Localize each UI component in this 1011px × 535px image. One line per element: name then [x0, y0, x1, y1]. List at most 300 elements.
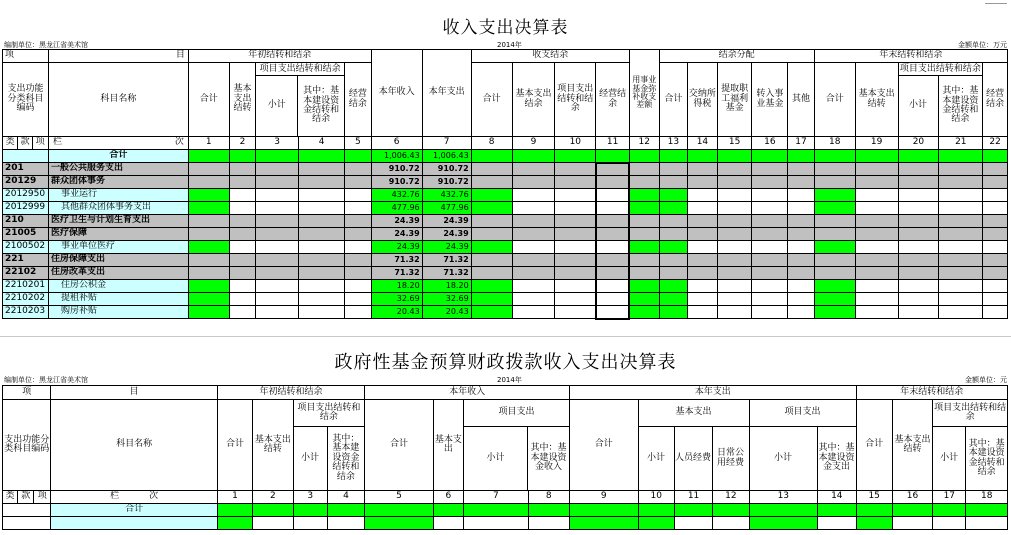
colno: 19: [855, 137, 898, 150]
row-expense: 71.32: [422, 254, 471, 267]
header-b-proj: 项目支出结转和结余: [555, 63, 596, 137]
row-income: 20.43: [371, 306, 422, 319]
header-c-biz: 经营结余: [983, 63, 1008, 137]
row-code: 221: [3, 254, 49, 267]
table-cell: [855, 215, 898, 228]
table-cell: [752, 189, 788, 202]
table-cell: [217, 504, 252, 517]
table-cell: [471, 228, 512, 241]
table-cell: [629, 189, 659, 202]
t2-o-total: 合计: [217, 400, 252, 491]
table-cell: [788, 189, 815, 202]
table-cell: [229, 306, 256, 319]
table-cell: [752, 267, 788, 280]
table-cell: [629, 306, 659, 319]
row-expense: 20.43: [422, 306, 471, 319]
table-cell: [788, 176, 815, 189]
table-cell: [688, 293, 718, 306]
table-cell: [555, 228, 596, 241]
table-cell: [939, 202, 983, 215]
t2-e-staff: 人员经费: [675, 427, 713, 490]
row-name: 合计: [48, 150, 188, 163]
table-cell: [555, 163, 596, 176]
table-cell: [659, 267, 688, 280]
table-cell: [814, 293, 855, 306]
row-name: 提租补贴: [48, 293, 188, 306]
table-cell: [229, 293, 256, 306]
row-code: 20129: [3, 176, 49, 189]
table-cell: [345, 293, 372, 306]
table-cell: [688, 306, 718, 319]
table-cell: [939, 228, 983, 241]
table-cell: [629, 215, 659, 228]
table-cell: [471, 280, 512, 293]
table-cell: [471, 306, 512, 319]
table-cell: [229, 163, 256, 176]
table-cell: [471, 202, 512, 215]
colno: 17: [788, 137, 815, 150]
table-cell: [596, 306, 630, 319]
table-cell: [814, 267, 855, 280]
table-cell: [674, 504, 712, 517]
table-cell: [898, 150, 939, 163]
table-cell: [569, 504, 638, 517]
table-cell: [293, 504, 327, 517]
table-cell: [659, 293, 688, 306]
sheet1-unit-left: 编制单位：黑龙江省美术馆: [4, 41, 88, 49]
t2-header-kuan: 款: [18, 491, 34, 504]
table-cell: [464, 517, 529, 530]
table-cell: [512, 267, 555, 280]
fund-budget-table: [2, 385, 1008, 530]
t2-o-proj-group: [293, 400, 365, 491]
table-cell: [788, 150, 815, 163]
table-cell: [299, 241, 345, 254]
table-cell: [345, 254, 372, 267]
table-cell: [688, 280, 718, 293]
table-cell: [752, 176, 788, 189]
colno: 21: [939, 137, 983, 150]
t2-header-xiang: 项: [3, 386, 51, 400]
colno: 9: [512, 137, 555, 150]
table-cell: [717, 254, 752, 267]
table-cell: [464, 504, 529, 517]
table-cell: [471, 293, 512, 306]
table-cell: [939, 254, 983, 267]
table-cell: [688, 176, 718, 189]
table-cell: [983, 176, 1008, 189]
table-cell: [717, 202, 752, 215]
row-expense: 910.72: [422, 163, 471, 176]
table-cell: [596, 215, 630, 228]
colno: 8: [528, 491, 569, 504]
colno: 16: [752, 137, 788, 150]
colno: 7: [464, 491, 529, 504]
table-cell: [229, 176, 256, 189]
colno: 3: [256, 137, 299, 150]
table-cell: [788, 306, 815, 319]
header-d-transfer: 转入事业基金: [752, 63, 788, 137]
table-cell: [345, 241, 372, 254]
top-right-marker: [985, 0, 1007, 4]
table-cell: [433, 504, 463, 517]
table-cell: [752, 163, 788, 176]
table-cell: [855, 267, 898, 280]
header-fund-deficit: 用事业基金弥补收支差额: [629, 50, 659, 137]
t2-header-opening: 年初结转和结余: [217, 386, 364, 400]
colno: 18: [966, 491, 1008, 504]
table-cell: [688, 163, 718, 176]
table-cell: [256, 280, 299, 293]
row-income: 910.72: [371, 176, 422, 189]
table-cell: [814, 176, 855, 189]
table-cell: [555, 189, 596, 202]
row-name: 事业运行: [48, 189, 188, 202]
table-cell: [471, 215, 512, 228]
header-c-proj: 项目支出结转和结余: [899, 64, 981, 74]
table-cell: [512, 176, 555, 189]
table-cell: [659, 150, 688, 163]
table-cell: [939, 267, 983, 280]
table-cell: [933, 517, 966, 530]
table-cell: [717, 241, 752, 254]
table-cell: [688, 150, 718, 163]
row-expense: 910.72: [422, 176, 471, 189]
header-lan: 栏: [52, 137, 62, 148]
table-row: [3, 189, 1008, 202]
table-cell: [299, 202, 345, 215]
table-cell: [256, 189, 299, 202]
table-cell: [555, 280, 596, 293]
table-cell: [752, 254, 788, 267]
t2-e-basic: 基本支出: [639, 400, 749, 427]
table-cell: [596, 202, 630, 215]
t2-c-basic: 基本支出结转: [892, 400, 932, 491]
table-cell: [659, 280, 688, 293]
t2-o-proj: 项目支出结转和结余: [294, 400, 365, 427]
colno: 6: [371, 137, 422, 150]
table-cell: [717, 306, 752, 319]
table-cell: [674, 517, 712, 530]
table-cell: [752, 241, 788, 254]
header-d-welfare: 提取职工福利基金: [717, 63, 752, 137]
table-cell: [898, 280, 939, 293]
table-cell: [788, 293, 815, 306]
row-income: 71.32: [371, 267, 422, 280]
colno: 7: [422, 137, 471, 150]
table-cell: [638, 504, 674, 517]
table-cell: [512, 241, 555, 254]
table-cell: [983, 293, 1008, 306]
table-cell: [345, 189, 372, 202]
row-code: 2012999: [3, 202, 49, 215]
t2-e-public: 日常公用经费: [717, 448, 745, 468]
header-o-sub: 小计: [256, 76, 298, 136]
table-cell: [51, 517, 217, 530]
table-cell: [717, 267, 752, 280]
table-cell: [512, 228, 555, 241]
header-distribution: 结余分配: [659, 50, 814, 63]
table-cell: [752, 215, 788, 228]
t2-header-ci: 次: [149, 491, 159, 502]
table-cell: [596, 150, 630, 163]
table-cell: [471, 150, 512, 163]
t2-c-total: 合计: [856, 400, 892, 491]
header-lei: 类: [3, 137, 18, 150]
table-cell: [555, 306, 596, 319]
table-cell: [898, 254, 939, 267]
table-cell: [983, 150, 1008, 163]
table-cell: [814, 241, 855, 254]
header-b-biz: 经营结余: [596, 63, 630, 137]
table-cell: [855, 163, 898, 176]
table-cell: [629, 150, 659, 163]
table-cell: [659, 306, 688, 319]
table-cell: [217, 517, 252, 530]
header-c-sub: 小计: [899, 76, 939, 136]
t2-i-basic: 基本支出: [433, 400, 463, 491]
colno: 13: [749, 491, 818, 504]
table-cell: [966, 517, 1008, 530]
table-cell: [229, 202, 256, 215]
t2-header-income: 本年收入: [365, 386, 570, 400]
table-cell: [659, 202, 688, 215]
table-cell: [752, 293, 788, 306]
colno: 4: [299, 137, 345, 150]
table-cell: [939, 293, 983, 306]
table-cell: [253, 517, 293, 530]
row-income: 18.20: [371, 280, 422, 293]
header-xiang: 项: [3, 50, 49, 63]
table-cell: [983, 241, 1008, 254]
row-code: 21005: [3, 228, 49, 241]
colno: 2: [229, 137, 256, 150]
table-cell: [966, 504, 1008, 517]
table-cell: [3, 504, 51, 517]
table-cell: [788, 215, 815, 228]
row-code: 201: [3, 163, 49, 176]
header-c-cap: 其中：基本建设资金结转和结余: [942, 86, 979, 125]
row-name: 一般公共服务支出: [48, 163, 188, 176]
table-cell: [512, 150, 555, 163]
table-cell: [983, 254, 1008, 267]
t2-i-total: 合计: [365, 400, 434, 491]
table-cell: [256, 202, 299, 215]
colno: 3: [293, 491, 327, 504]
table-cell: [983, 163, 1008, 176]
t2-header-lanci: [51, 491, 217, 504]
table-cell: [188, 280, 229, 293]
table-cell: [528, 517, 569, 530]
table-cell: [256, 215, 299, 228]
row-expense: 24.39: [422, 241, 471, 254]
table-cell: [188, 241, 229, 254]
table-cell: [892, 517, 932, 530]
header-d-total: 合计: [659, 63, 688, 137]
table-cell: [659, 176, 688, 189]
colno: 11: [674, 491, 712, 504]
row-income: 477.96: [371, 202, 422, 215]
table-row: [3, 150, 1008, 163]
t2-e-psub: 小计: [750, 427, 818, 490]
colno: 9: [569, 491, 638, 504]
table-cell: [299, 228, 345, 241]
table-cell: [596, 267, 630, 280]
table-cell: [898, 293, 939, 306]
table-cell: [528, 504, 569, 517]
table-cell: [471, 163, 512, 176]
table-row: [3, 280, 1008, 293]
table-row: [3, 228, 1008, 241]
table-row: [3, 215, 1008, 228]
table-cell: [983, 228, 1008, 241]
table-cell: [256, 163, 299, 176]
colno: 5: [365, 491, 434, 504]
table-cell: [555, 267, 596, 280]
t2-header-code: 支出功能分类科目编码: [3, 400, 51, 491]
row-name: 事业单位医疗: [48, 241, 188, 254]
table-row: [3, 254, 1008, 267]
table-cell: [855, 176, 898, 189]
income-expense-table: [2, 49, 1008, 320]
table-cell: [814, 306, 855, 319]
table-cell: [814, 150, 855, 163]
table-cell: [256, 150, 299, 163]
table-cell: [471, 176, 512, 189]
table-cell: [299, 254, 345, 267]
table-cell: [749, 504, 818, 517]
header-o-biz: 经营结余: [345, 63, 372, 137]
row-income: 24.39: [371, 241, 422, 254]
table-cell: [933, 504, 966, 517]
table-cell: [898, 202, 939, 215]
t2-o-basic: 基本支出结转: [253, 400, 293, 491]
header-xiang2: 项: [32, 137, 48, 150]
table-cell: [939, 215, 983, 228]
table-cell: [512, 202, 555, 215]
t2-e-proj-group: [749, 400, 856, 491]
table-cell: [256, 241, 299, 254]
t2-e-basic-group: [638, 400, 749, 491]
table-cell: [814, 254, 855, 267]
table-cell: [898, 241, 939, 254]
table-cell: [188, 267, 229, 280]
sheet2-unit-left: 编制单位：黑龙江省美术馆: [4, 376, 88, 384]
table-cell: [688, 228, 718, 241]
colno: 8: [471, 137, 512, 150]
table-cell: [345, 202, 372, 215]
table-cell: [299, 189, 345, 202]
t2-header-lan: 栏: [110, 491, 120, 502]
fund-budget-sheet: [0, 343, 1011, 535]
table-cell: [717, 163, 752, 176]
table-cell: [788, 241, 815, 254]
table-cell: [596, 163, 630, 176]
table-cell: [299, 150, 345, 163]
sheet2-title: 政府性基金预算财政拨款收入支出决算表: [334, 352, 677, 373]
table-cell: [345, 306, 372, 319]
table-cell: [898, 176, 939, 189]
table-cell: [752, 202, 788, 215]
header-code: 支出功能分类科目编码: [3, 63, 49, 137]
table-cell: [898, 189, 939, 202]
table-cell: [818, 517, 856, 530]
table-cell: [345, 150, 372, 163]
table-cell: [188, 306, 229, 319]
row-code: 2210203: [3, 306, 49, 319]
table-cell: [856, 504, 892, 517]
colno: 4: [327, 491, 364, 504]
table-cell: [512, 254, 555, 267]
table-cell: [512, 215, 555, 228]
colno: 12: [713, 491, 749, 504]
t2-o-sub: 小计: [294, 427, 328, 490]
table-cell: [659, 241, 688, 254]
row-expense: 1,006.43: [422, 150, 471, 163]
colno: 1: [217, 491, 252, 504]
table-cell: [629, 241, 659, 254]
table-cell: [983, 267, 1008, 280]
table-cell: [256, 306, 299, 319]
table-cell: [229, 254, 256, 267]
table-cell: [814, 189, 855, 202]
table-cell: [688, 241, 718, 254]
t2-header-lei: 类: [3, 491, 18, 504]
table-cell: [256, 254, 299, 267]
table-cell: [983, 189, 1008, 202]
colno: 17: [933, 491, 966, 504]
colno: 15: [717, 137, 752, 150]
table-cell: [345, 267, 372, 280]
t2-c-cap: 其中：基本建设资金结转和结余: [968, 438, 1005, 477]
table-cell: [555, 202, 596, 215]
table-cell: [939, 306, 983, 319]
table-cell: [717, 150, 752, 163]
table-cell: [512, 163, 555, 176]
row-income: 24.39: [371, 228, 422, 241]
table-cell: [596, 189, 630, 202]
table-cell: [855, 202, 898, 215]
header-expense: 本年支出: [422, 50, 471, 137]
row-expense: 24.39: [422, 228, 471, 241]
table-cell: [814, 215, 855, 228]
table-cell: [256, 293, 299, 306]
row-code: 2012950: [3, 189, 49, 202]
table-cell: [512, 280, 555, 293]
table-cell: [471, 267, 512, 280]
header-balance: 收支结余: [471, 50, 629, 63]
table-cell: [717, 189, 752, 202]
colno: 13: [659, 137, 688, 150]
table-cell: [345, 176, 372, 189]
table-cell: [327, 517, 364, 530]
table-cell: [855, 254, 898, 267]
table-cell: [983, 215, 1008, 228]
table-cell: [855, 306, 898, 319]
table-cell: [596, 254, 630, 267]
row-name: 群众团体事务: [48, 176, 188, 189]
table-cell: [596, 228, 630, 241]
table-cell: [229, 150, 256, 163]
row-expense: 477.96: [422, 202, 471, 215]
table-cell: [713, 517, 749, 530]
table-cell: [752, 150, 788, 163]
table-row: [3, 176, 1008, 189]
table-row: [3, 504, 1008, 517]
table-cell: [299, 163, 345, 176]
table-cell: [855, 228, 898, 241]
t2-header-closing: 年末结转和结余: [856, 386, 1007, 400]
